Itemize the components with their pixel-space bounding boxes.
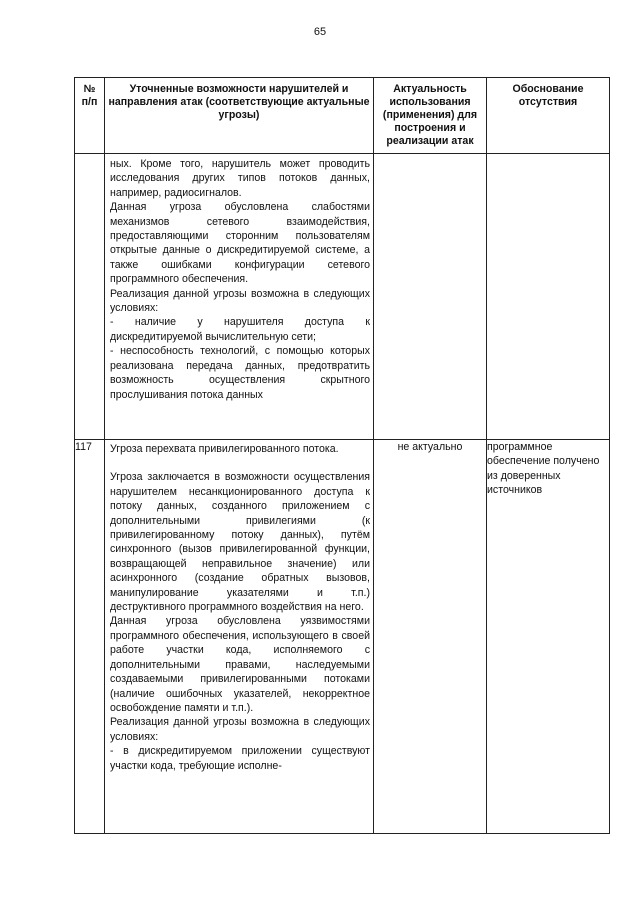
paragraph: - неспособность технологий, с помощью которых реализована передача данных, предотвратить возможность осуществления скрытного прослушивания потока данных [110,345,370,401]
relevance-cell: не актуально [374,440,487,834]
header-relevance: Актуальность использования (применения) для построения и реализации атак [374,78,487,154]
row-number [75,154,105,440]
table-row [75,440,610,834]
relevance-cell [374,154,487,440]
header-justification: Обоснование отсутствия [487,78,610,154]
row-number: 117 [75,440,105,834]
table-header-row [75,78,610,154]
justification-cell [487,154,610,440]
justification-cell: программное обеспечение получено из доверенных источников [487,440,610,834]
paragraph: ных. Кроме того, нарушитель может проводить исследования других типов потоков данных, например, радиосигналов. [110,158,370,199]
threat-description [105,154,374,440]
threat-description [105,440,374,834]
header-possibilities: Уточненные возможности нарушителей и направления атак (соответствующие актуальные угрозы) [105,78,374,154]
paragraph: - в дискредитируемом приложении существуют участки кода, требующие исполне- [110,745,370,772]
paragraph: Данная угроза обусловлена уязвимостями программного обеспечения, использующего в своей работе участки кода, исполняемого с дополнительными правами, наследуемыми создаваемыми привилегированными потоками (наличие ошибочных указателей, некорректное освобождение памяти и т.п.). [110,615,370,714]
paragraph: Данная угроза обусловлена слабостями механизмов сетевого взаимодействия, предоставляющими сторонним пользователям открытые данные о дискредитируемой системе, а также ошибками конфигурации сетевого программного обеспечения. [110,201,370,286]
paragraph: Реализация данной угрозы возможна в следующих условиях: [110,716,370,743]
paragraph: Угроза перехвата привилегированного потока. [110,443,339,455]
table-row [75,154,610,440]
threats-table [74,77,610,834]
page-number: 65 [313,26,327,38]
paragraph: Угроза заключается в возможности осуществления нарушителем несанкционированного доступа к потоку данных, созданного приложением с дополнительными привилегиями (к привилегированному потоку данных), путём синхронного (вызов привилегированной функции, возвращающей неправильное значение) или асинхронного (создание обратных вызовов, манипулирование указателями и т.п.) деструктивного программного воздействия на него. [110,471,370,614]
paragraph: Реализация данной угрозы возможна в следующих условиях: [110,287,370,315]
paragraph: - наличие у нарушителя доступа к дискредитируемой вычислительную сети; [110,316,370,343]
header-num: № п/п [75,78,105,154]
paragraph-spacer [110,456,370,470]
